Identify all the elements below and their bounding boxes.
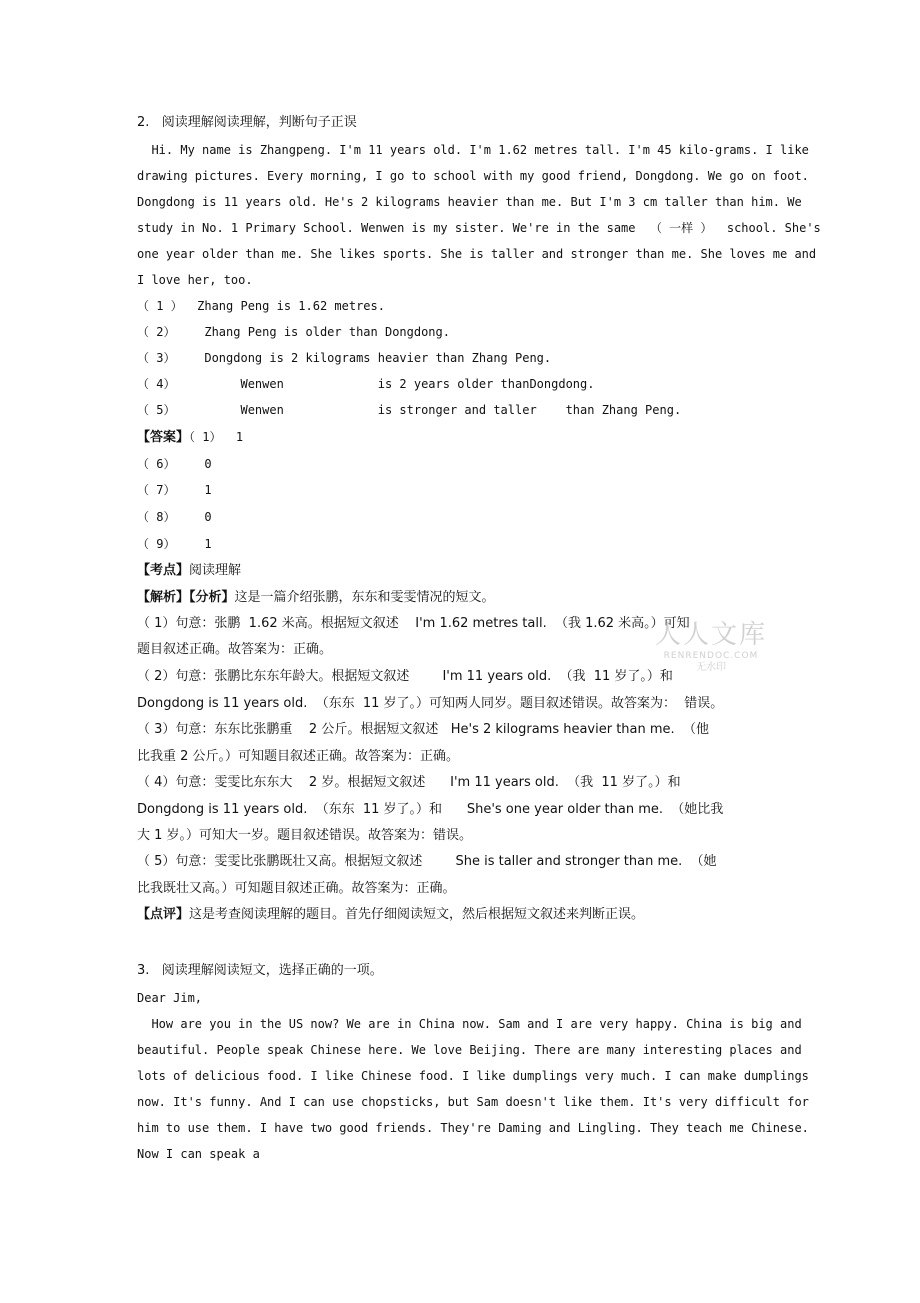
q3-passage-line: How are you in the US now? We are in China now. Sam and I are very happy. China is big and xyxy=(137,1017,802,1031)
q2-statement-2: （ 2） Zhang Peng is older than Dongdong. xyxy=(137,325,450,339)
q2-passage-line: drawing pictures. Every morning, I go to school with my good friend, Dongdong. We go on foot. xyxy=(137,169,809,183)
q3-passage-line: him to use them. I have two good friends. They're Daming and Lingling. They teach me Chinese. xyxy=(137,1121,809,1135)
answer-row xyxy=(137,428,243,446)
dianping-label: 【点评】 xyxy=(137,907,190,922)
jiexi-text: 这是一篇介绍张鹏，东东和雯雯情况的短文。 xyxy=(234,590,495,605)
analysis-line: Dongdong is 11 years old. （东东 11 岁了。）和 She's one year older than me. （她比我 xyxy=(137,802,724,817)
answer-item: （ 8） 0 xyxy=(137,510,212,524)
q2-title: 2. 阅读理解阅读理解，判断句子正误 xyxy=(137,115,357,130)
dianping-row xyxy=(137,906,644,924)
analysis-line: 题目叙述正确。故答案为：正确。 xyxy=(137,642,333,657)
q3-title: 3. 阅读理解阅读短文，选择正确的一项。 xyxy=(137,963,383,978)
q2-passage-line: one year older than me. She likes sports. She is taller and stronger than me. She loves me and xyxy=(137,247,817,261)
answer-item: （ 9） 1 xyxy=(137,537,212,551)
answer-item: （ 7） 1 xyxy=(137,483,212,497)
answer-first: （ 1） 1 xyxy=(189,430,244,444)
watermark-main: 人人文库 xyxy=(654,620,767,650)
q3-passage-line: beautiful. People speak Chinese here. We love Beijing. There are many interesting places and xyxy=(137,1043,802,1057)
analysis-line: 比我既壮又高。）可知题目叙述正确。故答案为：正确。 xyxy=(137,881,456,896)
q3-passage-line: lots of delicious food. I like Chinese food. I like dumplings very much. I can make dumplings xyxy=(137,1069,809,1083)
kaodian-label: 【考点】 xyxy=(137,563,190,578)
watermark-tag: 无水印 xyxy=(696,662,726,673)
q2-passage-line: I love her, too. xyxy=(137,273,253,287)
q2-statement-5: （ 5） Wenwen is stronger and taller than Zhang Peng. xyxy=(137,403,682,417)
analysis-line: （ 2）句意：张鹏比东东年龄大。根据短文叙述 I'm 11 years old. （我 11 岁了。）和 xyxy=(137,669,673,684)
analysis-line: Dongdong is 11 years old. （东东 11 岁了。）可知两人同岁。题目叙述错误。故答案为： 错误。 xyxy=(137,696,724,711)
analysis-line: （ 4）句意：雯雯比东东大 2 岁。根据短文叙述 I'm 11 years old. （我 11 岁了。）和 xyxy=(137,775,681,790)
q2-passage-line: Dongdong is 11 years old. He's 2 kilograms heavier than me. But I'm 3 cm taller than him. We xyxy=(137,195,802,209)
kaodian-row xyxy=(137,562,241,580)
jiexi-label: 【解析】【分析】 xyxy=(137,590,235,605)
analysis-line: （ 5）句意：雯雯比张鹏既壮又高。根据短文叙述 She is taller and stronger than me. （她 xyxy=(137,854,717,869)
q2-statement-3: （ 3） Dongdong is 2 kilograms heavier than Zhang Peng. xyxy=(137,351,552,365)
dianping-text: 这是考查阅读理解的题目。首先仔细阅读短文，然后根据短文叙述来判断正误。 xyxy=(189,907,645,922)
q2-passage-line: Hi. My name is Zhangpeng. I'm 11 years old. I'm 1.62 metres tall. I'm 45 kilo-grams. I like xyxy=(137,143,809,157)
jiexi-row xyxy=(137,589,495,607)
answer-label: 【答案】 xyxy=(137,430,190,445)
q2-passage-line: study in No. 1 Primary School. Wenwen is my sister. We're in the same （ 一样 ） school. She's xyxy=(137,221,821,235)
q3-passage-line: now. It's funny. And I can use chopsticks, but Sam doesn't like them. It's very difficult for xyxy=(137,1095,809,1109)
analysis-line: 比我重 2 公斤。）可知题目叙述正确。故答案为：正确。 xyxy=(137,749,460,764)
analysis-line: （ 3）句意：东东比张鹏重 2 公斤。根据短文叙述 He's 2 kilograms heavier than me. （他 xyxy=(137,722,709,737)
q2-statement-4: （ 4） Wenwen is 2 years older thanDongdong. xyxy=(137,377,595,391)
analysis-line: （ 1）句意：张鹏 1.62 米高。根据短文叙述 I'm 1.62 metres tall. （我 1.62 米高。）可知 xyxy=(137,616,690,631)
analysis-line: 大 1 岁。）可知大一岁。题目叙述错误。故答案为：错误。 xyxy=(137,828,473,843)
watermark-logo xyxy=(646,620,776,690)
q3-salutation: Dear Jim, xyxy=(137,991,203,1005)
q2-statement-1: （ 1 ） Zhang Peng is 1.62 metres. xyxy=(137,299,385,313)
q3-passage-line: Now I can speak a xyxy=(137,1147,260,1161)
watermark-sub: RENRENDOC.COM xyxy=(663,651,759,661)
kaodian-text: 阅读理解 xyxy=(189,563,242,578)
answer-item: （ 6） 0 xyxy=(137,457,212,471)
